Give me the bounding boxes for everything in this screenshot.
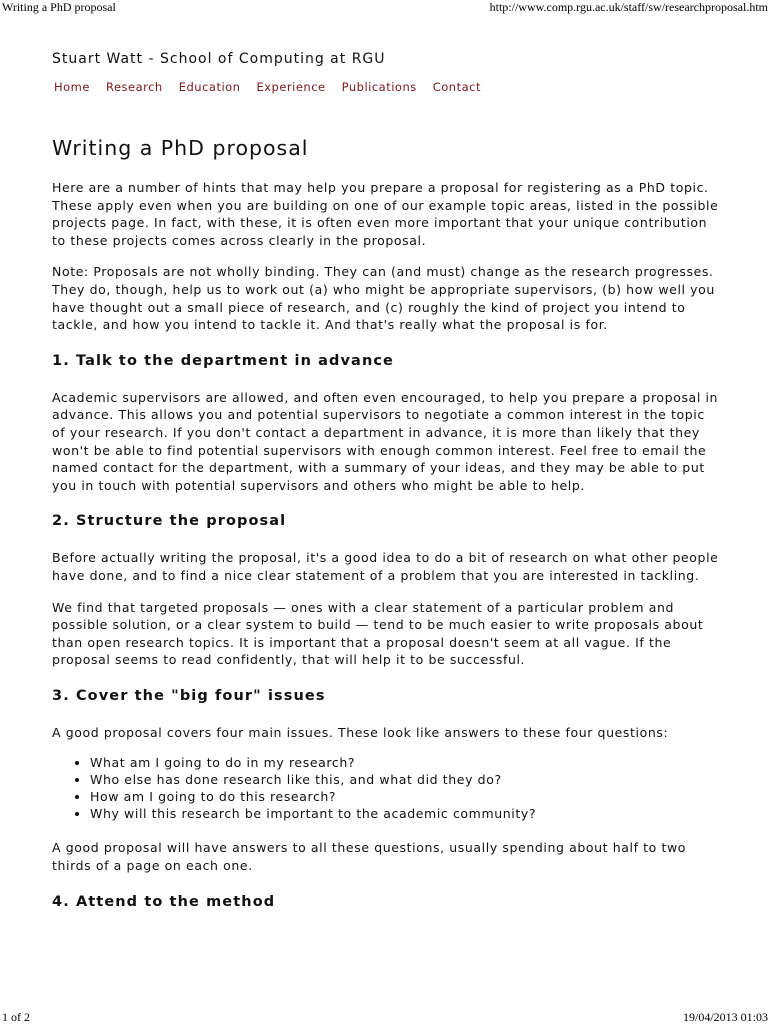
nav-link-education[interactable]: Education: [178, 80, 241, 94]
nav-link-research[interactable]: Research: [105, 80, 163, 94]
site-nav: [52, 79, 722, 97]
section-2-paragraph-2: We find that targeted proposals — ones with a clear statement of a particular problem and possible solution, or a clear system to build — tend to be much easier to write proposals about than open research topics. It is important that a proposal doesn't seem at all vague. If the proposal seems to read confidently, that will help it to be successful.: [52, 599, 704, 668]
section-3-closing: A good proposal will have answers to all these questions, usually spending about half to two thirds of a page on each one.: [52, 840, 687, 874]
section-heading-4: 4. Attend to the method: [52, 893, 276, 910]
site-title: Stuart Watt - School of Computing at RGU: [52, 51, 386, 67]
nav-link-home[interactable]: Home: [54, 80, 90, 94]
section-2-paragraph-1: Before actually writing the proposal, it's a good idea to do a bit of research on what other people have done, and to find a nice clear statement of a problem that you are interested in tackling.: [52, 550, 719, 583]
list-item: • Who else has done research like this, and what did they do?: [90, 771, 722, 788]
note-paragraph: Note: Proposals are not wholly binding. They can (and must) change as the research progresses. They do, though, help us to work out (a) who might be appropriate supervisors, (b) how well you have thought out a small piece of research, and (c) roughly the kind of project you intend to tackle, and how you intend to tackle it. And that's really what the proposal is for.: [52, 264, 715, 333]
nav-link-publications[interactable]: Publications: [341, 80, 417, 94]
list-item: • Why will this research be important to the academic community?: [90, 805, 722, 822]
print-footer: [0, 1010, 768, 1024]
questions-list: [52, 754, 722, 822]
intro-paragraph: Here are a number of hints that may help you prepare a proposal for registering as a PhD topic. These apply even when you are building on one of our example topic areas, listed in the possible projects page. In fact, with these, it is often even more important that your unique contribution to these projects comes across clearly in the proposal.: [52, 180, 719, 248]
section-heading-1: 1. Talk to the department in advance: [52, 352, 394, 369]
nav-link-contact[interactable]: Contact: [432, 80, 481, 94]
list-item: • How am I going to do this research?: [90, 788, 722, 805]
list-item: • What am I going to do in my research?: [90, 754, 722, 771]
section-heading-3: 3. Cover the "big four" issues: [52, 687, 326, 704]
section-1-paragraph: Academic supervisors are allowed, and often even encouraged, to help you prepare a proposal in advance. This allows you and potential supervisors to negotiate a common interest in the topic of your research. If you don't contact a department in advance, it is more than likely that they won't be able to find potential supervisors with enough common interest. Feel free to email the named contact for the department, with a summary of your ideas, and they may be able to put you in touch with potential supervisors and others who might be able to help.: [52, 389, 719, 493]
nav-link-experience[interactable]: Experience: [256, 80, 326, 94]
section-3-intro: A good proposal covers four main issues. These look like answers to these four questions:: [52, 724, 669, 740]
section-heading-2: 2. Structure the proposal: [52, 513, 287, 530]
print-header: [0, 0, 768, 16]
print-header-title: Writing a PhD proposal: [2, 0, 116, 14]
page-content: [52, 48, 722, 912]
page-title: Writing a PhD proposal: [52, 136, 309, 160]
print-datetime: 19/04/2013 01:03: [682, 1010, 768, 1024]
page-number: 1 of 2: [2, 1010, 30, 1024]
print-header-url: http://www.comp.rgu.ac.uk/staff/sw/researchproposal.htm: [489, 0, 768, 14]
